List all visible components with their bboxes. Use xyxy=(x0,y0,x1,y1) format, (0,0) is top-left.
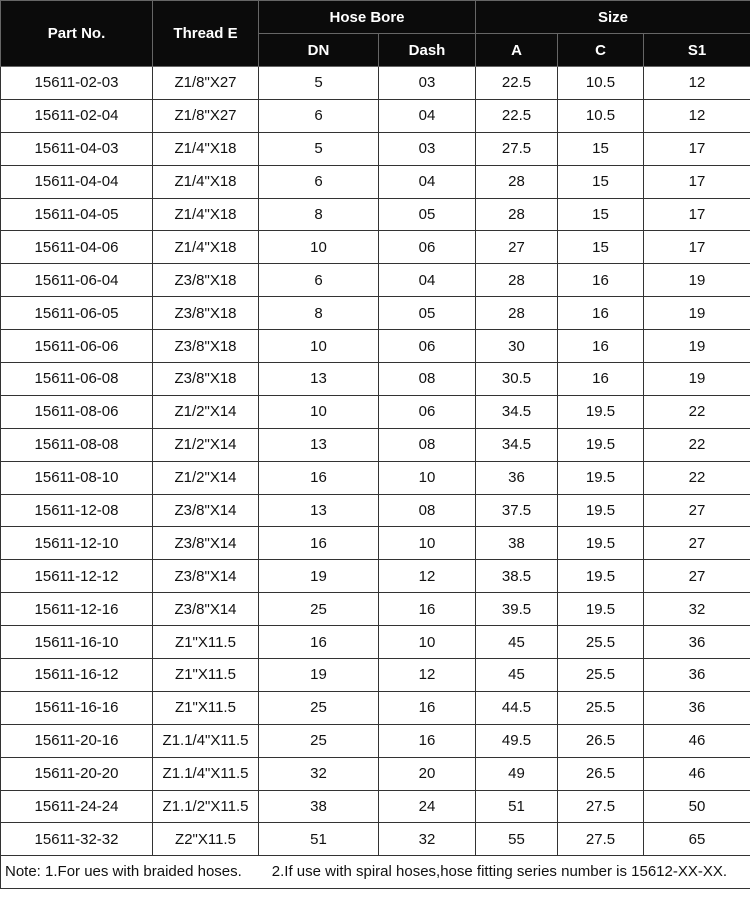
cell-dash: 06 xyxy=(379,231,476,264)
cell-thread: Z1/4"X18 xyxy=(153,165,259,198)
table-body xyxy=(1,67,750,889)
table-row xyxy=(1,626,750,659)
cell-s1: 50 xyxy=(644,790,750,823)
table-header xyxy=(1,1,750,67)
cell-a: 34.5 xyxy=(476,428,558,461)
cell-thread: Z1/8"X27 xyxy=(153,99,259,132)
cell-dash: 04 xyxy=(379,264,476,297)
table-row xyxy=(1,363,750,396)
table-row xyxy=(1,757,750,790)
table-row xyxy=(1,99,750,132)
table-row xyxy=(1,165,750,198)
cell-thread: Z3/8"X14 xyxy=(153,560,259,593)
cell-a: 27 xyxy=(476,231,558,264)
table-row xyxy=(1,395,750,428)
cell-s1: 17 xyxy=(644,132,750,165)
cell-a: 49 xyxy=(476,757,558,790)
cell-dash: 03 xyxy=(379,67,476,100)
cell-a: 28 xyxy=(476,165,558,198)
cell-part-no: 15611-04-03 xyxy=(1,132,153,165)
table-row xyxy=(1,231,750,264)
cell-c: 26.5 xyxy=(558,757,644,790)
cell-dn: 38 xyxy=(259,790,379,823)
cell-s1: 12 xyxy=(644,67,750,100)
cell-dn: 5 xyxy=(259,67,379,100)
cell-s1: 17 xyxy=(644,165,750,198)
cell-s1: 27 xyxy=(644,527,750,560)
cell-a: 45 xyxy=(476,659,558,692)
cell-c: 16 xyxy=(558,264,644,297)
cell-s1: 17 xyxy=(644,231,750,264)
note-row xyxy=(1,856,750,889)
cell-a: 27.5 xyxy=(476,132,558,165)
cell-part-no: 15611-08-06 xyxy=(1,395,153,428)
cell-s1: 36 xyxy=(644,691,750,724)
cell-part-no: 15611-12-08 xyxy=(1,494,153,527)
note-part-2: 2.If use with spiral hoses,hose fitting series number is 15612-XX-XX. xyxy=(271,863,728,881)
cell-dn: 10 xyxy=(259,231,379,264)
table-row xyxy=(1,659,750,692)
cell-dn: 13 xyxy=(259,363,379,396)
cell-s1: 36 xyxy=(644,626,750,659)
cell-c: 19.5 xyxy=(558,395,644,428)
cell-part-no: 15611-12-12 xyxy=(1,560,153,593)
cell-dn: 32 xyxy=(259,757,379,790)
cell-dn: 16 xyxy=(259,461,379,494)
cell-dn: 25 xyxy=(259,724,379,757)
cell-dn: 5 xyxy=(259,132,379,165)
cell-a: 51 xyxy=(476,790,558,823)
cell-c: 16 xyxy=(558,297,644,330)
cell-c: 15 xyxy=(558,165,644,198)
header-s1: S1 xyxy=(644,34,750,67)
cell-c: 15 xyxy=(558,132,644,165)
cell-dash: 08 xyxy=(379,428,476,461)
cell-a: 22.5 xyxy=(476,67,558,100)
cell-s1: 19 xyxy=(644,363,750,396)
cell-dn: 25 xyxy=(259,691,379,724)
cell-s1: 19 xyxy=(644,297,750,330)
cell-dn: 19 xyxy=(259,659,379,692)
table-row xyxy=(1,330,750,363)
cell-thread: Z1.1/2"X11.5 xyxy=(153,790,259,823)
cell-c: 25.5 xyxy=(558,691,644,724)
header-part-no: Part No. xyxy=(1,1,153,67)
cell-thread: Z3/8"X18 xyxy=(153,297,259,330)
cell-part-no: 15611-16-10 xyxy=(1,626,153,659)
cell-dash: 16 xyxy=(379,691,476,724)
cell-thread: Z3/8"X18 xyxy=(153,264,259,297)
cell-c: 16 xyxy=(558,363,644,396)
table-row xyxy=(1,790,750,823)
cell-a: 22.5 xyxy=(476,99,558,132)
table-row xyxy=(1,724,750,757)
table-row xyxy=(1,691,750,724)
cell-dash: 16 xyxy=(379,724,476,757)
cell-s1: 19 xyxy=(644,264,750,297)
cell-part-no: 15611-20-16 xyxy=(1,724,153,757)
cell-dash: 24 xyxy=(379,790,476,823)
cell-dash: 05 xyxy=(379,297,476,330)
cell-dash: 10 xyxy=(379,626,476,659)
cell-a: 28 xyxy=(476,297,558,330)
cell-dash: 12 xyxy=(379,659,476,692)
table-row xyxy=(1,264,750,297)
header-a: A xyxy=(476,34,558,67)
cell-dash: 16 xyxy=(379,593,476,626)
cell-thread: Z3/8"X14 xyxy=(153,527,259,560)
cell-part-no: 15611-08-10 xyxy=(1,461,153,494)
header-hose-bore: Hose Bore xyxy=(259,1,476,34)
cell-s1: 12 xyxy=(644,99,750,132)
cell-part-no: 15611-12-16 xyxy=(1,593,153,626)
cell-thread: Z1/4"X18 xyxy=(153,132,259,165)
cell-dn: 25 xyxy=(259,593,379,626)
cell-dash: 06 xyxy=(379,395,476,428)
cell-dash: 08 xyxy=(379,494,476,527)
cell-dn: 6 xyxy=(259,99,379,132)
cell-dn: 10 xyxy=(259,330,379,363)
table-row xyxy=(1,527,750,560)
cell-dn: 16 xyxy=(259,527,379,560)
cell-c: 10.5 xyxy=(558,99,644,132)
cell-s1: 19 xyxy=(644,330,750,363)
cell-c: 19.5 xyxy=(558,461,644,494)
cell-thread: Z2"X11.5 xyxy=(153,823,259,856)
table-row xyxy=(1,560,750,593)
cell-c: 19.5 xyxy=(558,560,644,593)
cell-part-no: 15611-32-32 xyxy=(1,823,153,856)
note-cell xyxy=(1,856,750,889)
table-row xyxy=(1,67,750,100)
cell-s1: 22 xyxy=(644,395,750,428)
table-row xyxy=(1,297,750,330)
cell-s1: 36 xyxy=(644,659,750,692)
cell-thread: Z1/2"X14 xyxy=(153,461,259,494)
cell-c: 16 xyxy=(558,330,644,363)
cell-a: 44.5 xyxy=(476,691,558,724)
cell-c: 19.5 xyxy=(558,527,644,560)
cell-part-no: 15611-16-12 xyxy=(1,659,153,692)
cell-a: 39.5 xyxy=(476,593,558,626)
cell-thread: Z3/8"X18 xyxy=(153,330,259,363)
cell-dash: 04 xyxy=(379,165,476,198)
cell-a: 34.5 xyxy=(476,395,558,428)
cell-part-no: 15611-04-05 xyxy=(1,198,153,231)
cell-a: 28 xyxy=(476,198,558,231)
cell-part-no: 15611-02-03 xyxy=(1,67,153,100)
cell-s1: 65 xyxy=(644,823,750,856)
cell-dash: 10 xyxy=(379,527,476,560)
cell-dash: 12 xyxy=(379,560,476,593)
cell-s1: 27 xyxy=(644,560,750,593)
cell-dn: 13 xyxy=(259,494,379,527)
cell-c: 19.5 xyxy=(558,494,644,527)
cell-c: 19.5 xyxy=(558,428,644,461)
cell-thread: Z1/8"X27 xyxy=(153,67,259,100)
cell-c: 25.5 xyxy=(558,626,644,659)
cell-part-no: 15611-06-08 xyxy=(1,363,153,396)
cell-part-no: 15611-12-10 xyxy=(1,527,153,560)
table-row xyxy=(1,823,750,856)
cell-c: 25.5 xyxy=(558,659,644,692)
cell-a: 30.5 xyxy=(476,363,558,396)
cell-part-no: 15611-04-04 xyxy=(1,165,153,198)
table-row xyxy=(1,428,750,461)
cell-dash: 08 xyxy=(379,363,476,396)
cell-part-no: 15611-06-05 xyxy=(1,297,153,330)
cell-dn: 8 xyxy=(259,198,379,231)
cell-dash: 05 xyxy=(379,198,476,231)
cell-dn: 6 xyxy=(259,165,379,198)
cell-part-no: 15611-24-24 xyxy=(1,790,153,823)
cell-dn: 6 xyxy=(259,264,379,297)
cell-c: 10.5 xyxy=(558,67,644,100)
table-row xyxy=(1,494,750,527)
cell-c: 15 xyxy=(558,198,644,231)
cell-part-no: 15611-16-16 xyxy=(1,691,153,724)
table-row xyxy=(1,461,750,494)
cell-a: 30 xyxy=(476,330,558,363)
cell-thread: Z1/4"X18 xyxy=(153,231,259,264)
cell-a: 36 xyxy=(476,461,558,494)
cell-part-no: 15611-20-20 xyxy=(1,757,153,790)
cell-c: 15 xyxy=(558,231,644,264)
cell-thread: Z1.1/4"X11.5 xyxy=(153,724,259,757)
cell-part-no: 15611-04-06 xyxy=(1,231,153,264)
cell-part-no: 15611-06-04 xyxy=(1,264,153,297)
cell-dn: 51 xyxy=(259,823,379,856)
cell-dash: 03 xyxy=(379,132,476,165)
cell-s1: 46 xyxy=(644,757,750,790)
cell-a: 37.5 xyxy=(476,494,558,527)
cell-c: 26.5 xyxy=(558,724,644,757)
cell-dn: 10 xyxy=(259,395,379,428)
cell-a: 45 xyxy=(476,626,558,659)
cell-dash: 32 xyxy=(379,823,476,856)
cell-c: 27.5 xyxy=(558,790,644,823)
cell-part-no: 15611-06-06 xyxy=(1,330,153,363)
cell-dash: 20 xyxy=(379,757,476,790)
cell-c: 19.5 xyxy=(558,593,644,626)
cell-dash: 06 xyxy=(379,330,476,363)
table-row xyxy=(1,132,750,165)
header-size: Size xyxy=(476,1,750,34)
cell-part-no: 15611-02-04 xyxy=(1,99,153,132)
table-row xyxy=(1,198,750,231)
cell-s1: 17 xyxy=(644,198,750,231)
cell-dn: 16 xyxy=(259,626,379,659)
cell-part-no: 15611-08-08 xyxy=(1,428,153,461)
cell-dn: 19 xyxy=(259,560,379,593)
cell-dash: 10 xyxy=(379,461,476,494)
cell-c: 27.5 xyxy=(558,823,644,856)
cell-a: 55 xyxy=(476,823,558,856)
cell-thread: Z3/8"X14 xyxy=(153,593,259,626)
header-dn: DN xyxy=(259,34,379,67)
header-c: C xyxy=(558,34,644,67)
cell-s1: 46 xyxy=(644,724,750,757)
cell-a: 38 xyxy=(476,527,558,560)
cell-thread: Z1"X11.5 xyxy=(153,691,259,724)
cell-s1: 27 xyxy=(644,494,750,527)
cell-thread: Z1"X11.5 xyxy=(153,626,259,659)
cell-s1: 22 xyxy=(644,461,750,494)
cell-dn: 8 xyxy=(259,297,379,330)
cell-thread: Z3/8"X14 xyxy=(153,494,259,527)
cell-a: 49.5 xyxy=(476,724,558,757)
cell-thread: Z1/2"X14 xyxy=(153,395,259,428)
cell-dash: 04 xyxy=(379,99,476,132)
table-row xyxy=(1,593,750,626)
cell-thread: Z1/4"X18 xyxy=(153,198,259,231)
cell-dn: 13 xyxy=(259,428,379,461)
cell-thread: Z3/8"X18 xyxy=(153,363,259,396)
note-part-1: Note: 1.For ues with braided hoses. xyxy=(5,863,242,881)
cell-thread: Z1/2"X14 xyxy=(153,428,259,461)
header-dash: Dash xyxy=(379,34,476,67)
cell-a: 38.5 xyxy=(476,560,558,593)
cell-s1: 22 xyxy=(644,428,750,461)
cell-thread: Z1.1/4"X11.5 xyxy=(153,757,259,790)
header-thread: Thread E xyxy=(153,1,259,67)
cell-s1: 32 xyxy=(644,593,750,626)
cell-a: 28 xyxy=(476,264,558,297)
cell-thread: Z1"X11.5 xyxy=(153,659,259,692)
